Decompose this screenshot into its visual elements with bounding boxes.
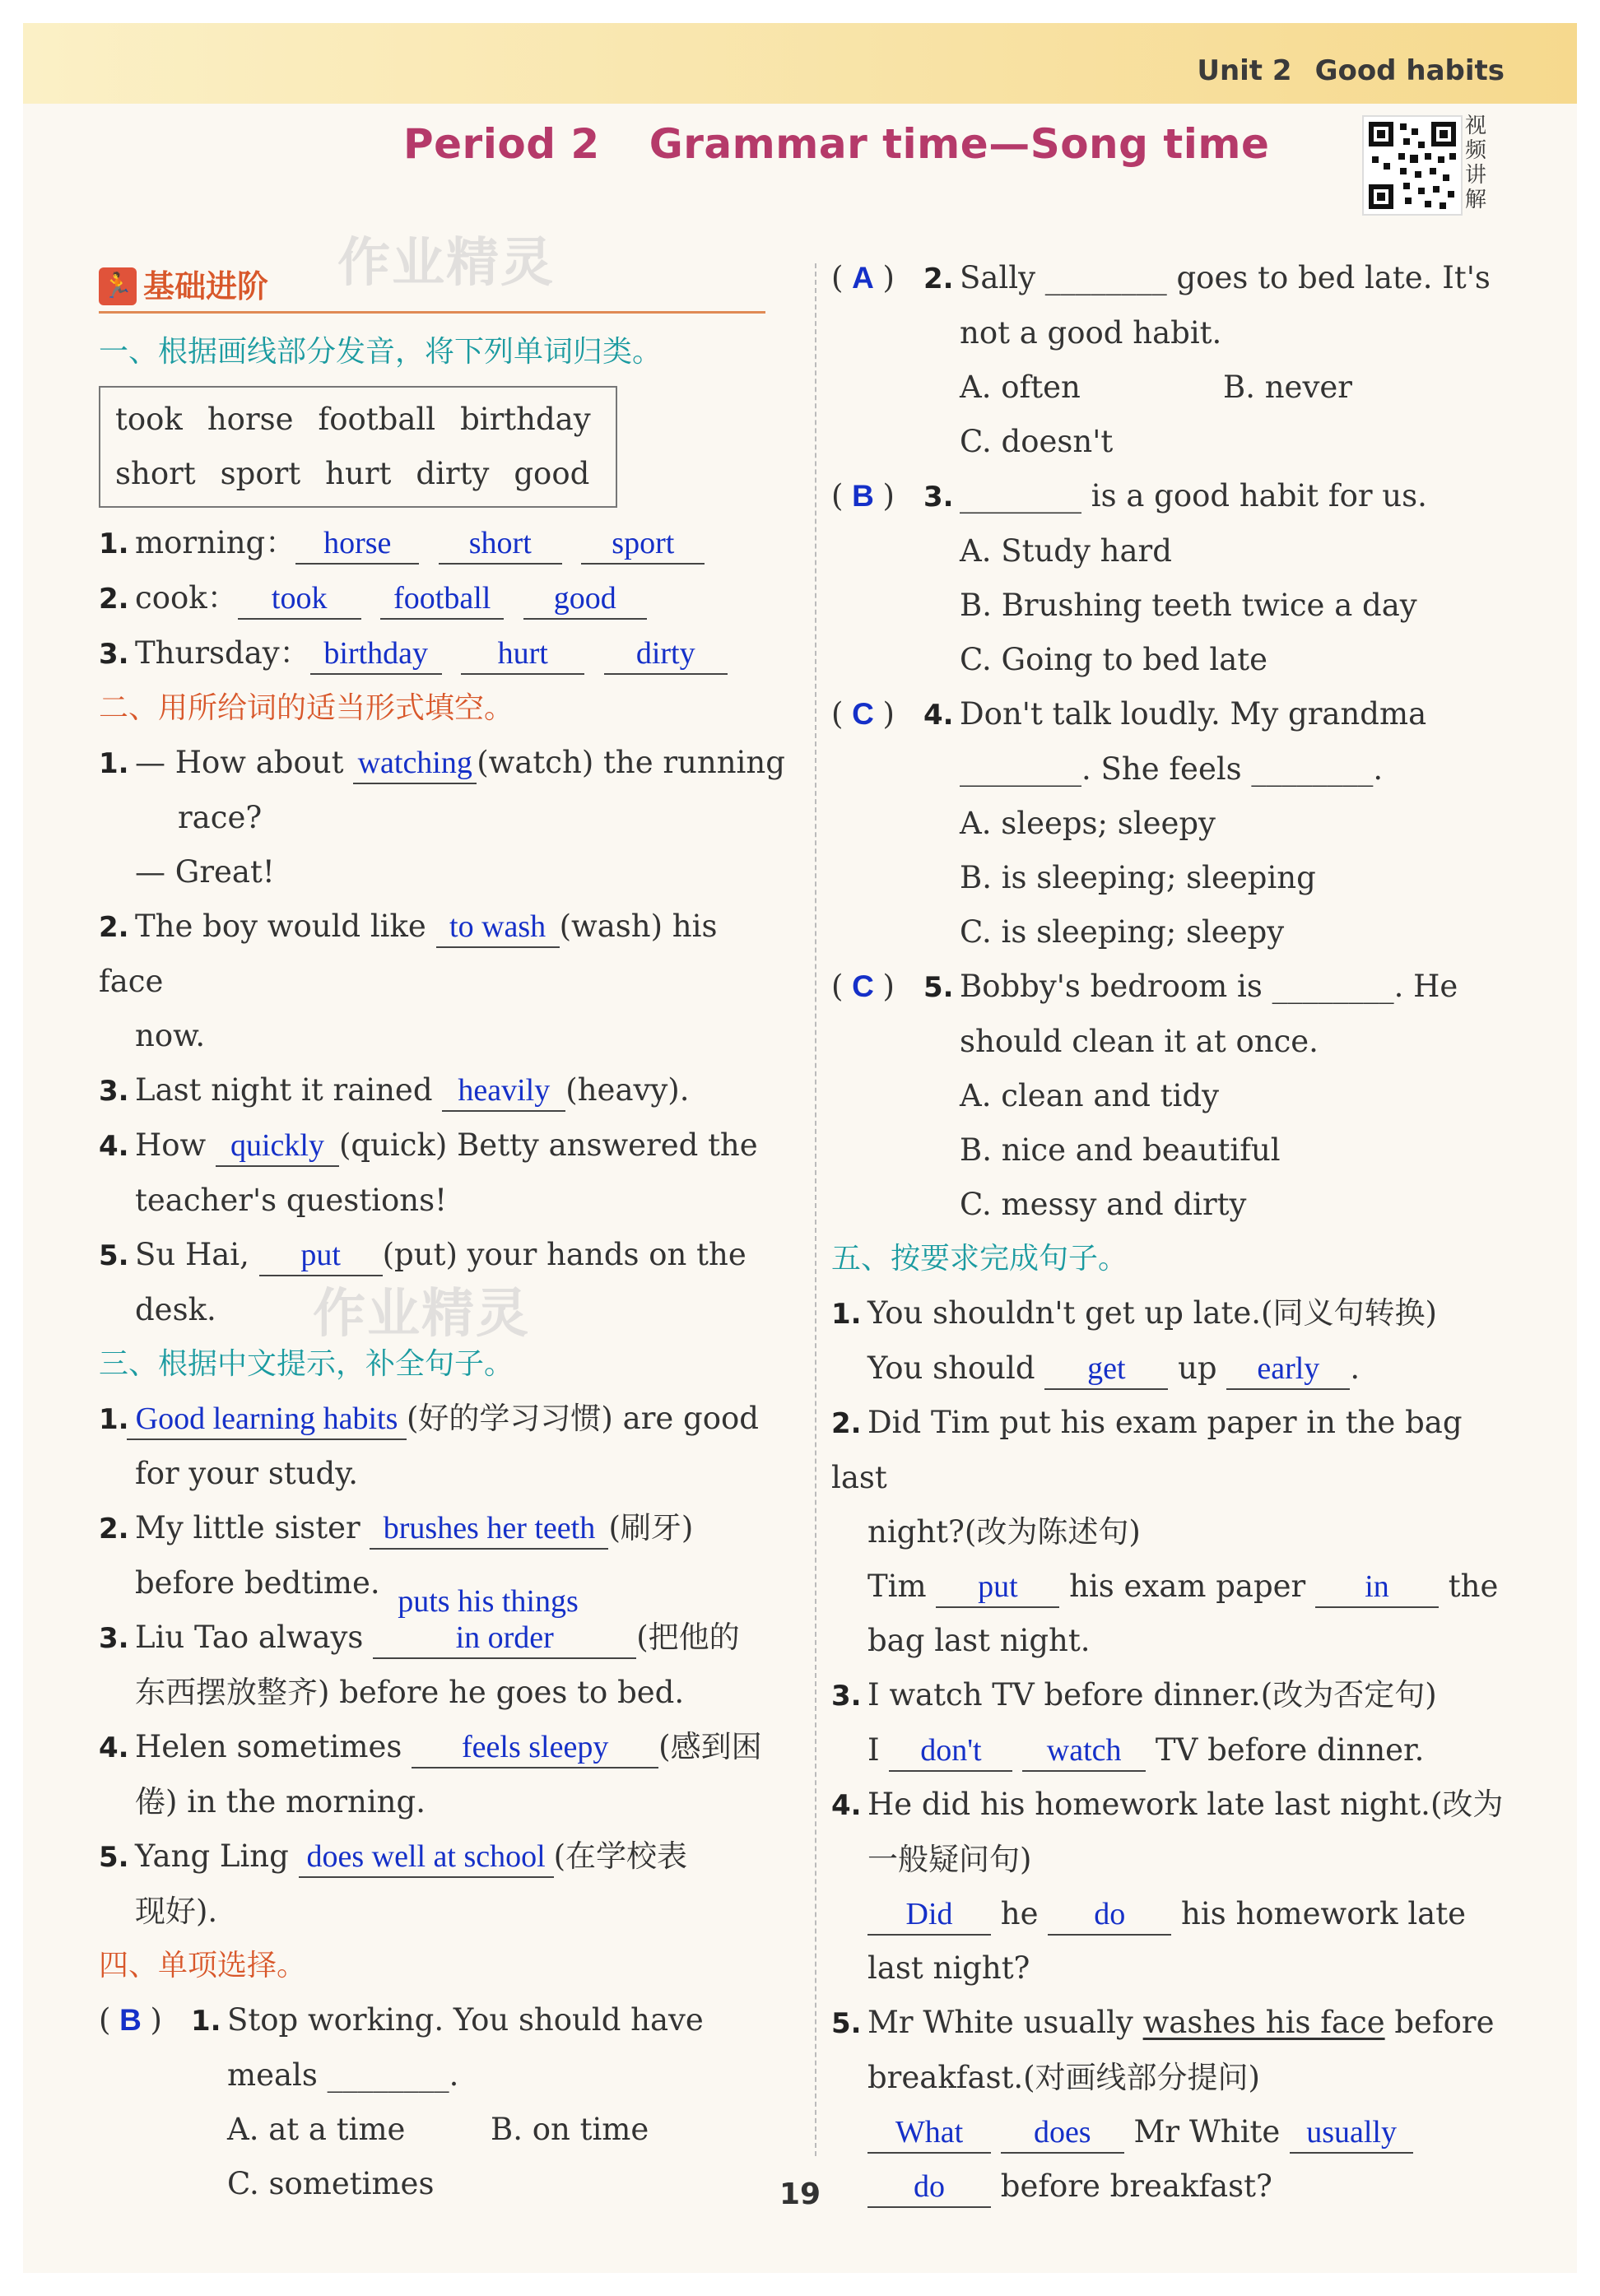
answer-blank[interactable]: Good learning habits [127,1399,407,1440]
answer-blank[interactable]: early [1226,1349,1350,1390]
answer-blank[interactable]: put [259,1235,383,1276]
page-number: 19 [779,2177,821,2211]
answer-blank[interactable]: feels sleepy [412,1727,658,1768]
qr-label: 视频讲解 [1465,114,1487,212]
s3-q2: 2. My little sister brushes her teeth (刷牙) [99,1501,790,1556]
s2-q2: 2. The boy would like to wash (wash) his face [99,909,718,999]
s5-q2: 2. Did Tim put his exam paper in the bag last [831,1405,1463,1495]
answer-blank[interactable]: do [867,2167,991,2208]
answer-blank[interactable]: usually [1290,2112,1413,2154]
left-column: 🏃 基础进阶 一、根据画线部分发音，将下列单词归类。 took horse football birthday short sport hurt dirty good 1. morning： horse short sport 2. cook： took football good 3. Thursday： birthday hurt dirty 二、用所给词的适当形式填空。 1. — How about watching (watch) the running race? — Great! 2. The boy would like to wash (wash) his face now. 3. Last night it rained heavily (heavy). 4. How quickly (quick) Betty answered the teacher's questions! 5. Su Hai, put (put) your hands on the desk. 三、根据中文提示，补全句子。 1. Good learning habits (好的学习习惯) are good for your study. 2. My little sister brushes her teeth (刷牙) before bedtime. 3. Liu Tao always puts his things in order (把他的 东西摆放整齐) before he goes to bed. 4. Helen sometimes feels sleepy (感到困 倦) in the morning. 5. Yang Ling does well at school (在学校表 现好). 四、单项选择。 ( B ) 1. Stop working. You should have meals ________. A. at a time B. on time C. sometimes [99,262,790,2211]
section-3-heading: 三、根据中文提示，补全句子。 [99,1347,514,1381]
s2-q5: 5. Su Hai, put (put) your hands on the [99,1228,790,1283]
answer-blank[interactable]: heavily [442,1071,565,1112]
answer-blank[interactable]: put [936,1567,1059,1608]
answer-blank[interactable]: watching [353,743,477,784]
section-2-heading: 二、用所给词的适当形式填空。 [99,691,514,725]
column-divider [815,263,816,2156]
answer-blank[interactable]: watch [1022,1731,1146,1772]
right-column: ( A ) 2. Sally ________ goes to bed late. It's not a good habit. A. often B. never C. doesn't ( B ) 3. ________ is a good habit for us. A. Study hard B. Brushing teeth twice a day C. Going to bed late ( C ) 4. Don't talk loudly. My grandma ________. She feels ________. A. sleeps; sleepy B. is sleeping; sleeping C. is sleeping; sleepy ( C ) 5. Bobby's bedroom is ________. He should clean it at once. A. clean and tidy B. nice and beautiful C. messy and dirty 五、按要求完成句子。 1. You shouldn't get up late.(同义句转换) You should get up early . 2. Did Tim put his exam paper in the bag last night?(改为陈述句) Tim put his exam paper in the bag last night. 3. I watch TV before dinner.(改为否定句) I don't watch TV before dinner. 4. He did his homework late last night.(改为 一般疑问句) Did he do his homework late last night? 5. Mr White usually washes his face before breakfast.(对画线部分提问) What does Mr White usually do before breakfast? [831,251,1514,2214]
answer-blank[interactable]: good [523,579,647,620]
s4-q3: ( B ) 3. ________ is a good habit for us. [831,478,1427,514]
answer-blank[interactable]: to wash [436,907,560,948]
s5-q4: 4. He did his homework late last night.(改为 [831,1787,1504,1822]
section-1-heading: 一、根据画线部分发音，将下列单词归类。 [99,335,663,369]
s2-q1: 1. — How about watching (watch) the running [99,736,790,791]
s4-q1: ( B ) 1. Stop working. You should have [99,2002,704,2038]
answer-blank[interactable]: birthday [310,634,442,675]
answer-blank[interactable]: does well at school [299,1837,554,1878]
word-box: took horse football birthday short sport hurt dirty good [99,386,617,508]
answer-blank[interactable]: dirty [604,634,728,675]
answer-blank[interactable]: quickly [216,1126,339,1167]
answer-blank[interactable]: football [380,579,504,620]
section-5-heading: 五、按要求完成句子。 [831,1242,1128,1276]
s3-q1: 1. Good learning habits (好的学习习惯) are good [99,1392,790,1447]
answer-blank[interactable]: puts his things in order [373,1618,636,1659]
s5-q1: 1. You shouldn't get up late.(同义句转换) [831,1295,1437,1331]
s5-q3: 3. I watch TV before dinner.(改为否定句) [831,1677,1437,1713]
s1-item-2: 2. cook： took football good [99,571,790,626]
answer-blank[interactable]: do [1048,1894,1171,1936]
answer-blank[interactable]: What [867,2112,991,2154]
answer-blank[interactable]: horse [295,523,419,565]
watermark: 作业精灵 [313,1284,530,1345]
s3-q3: 3. Liu Tao always puts his things in order (把他的 [99,1610,790,1666]
s4-q4: ( C ) 4. Don't talk loudly. My grandma [831,696,1427,732]
s1-item-1: 1. morning： horse short sport [99,516,790,571]
answer-blank[interactable]: don't [889,1731,1012,1772]
s3-q4: 4. Helen sometimes feels sleepy (感到困 [99,1720,790,1775]
s2-q4: 4. How quickly (quick) Betty answered the [99,1118,790,1174]
s4-q5: ( C ) 5. Bobby's bedroom is ________. He [831,969,1458,1004]
section-4-heading: 四、单项选择。 [99,1949,307,1982]
answer-blank[interactable]: brushes her teeth [370,1508,608,1550]
s4-q2: ( A ) 2. Sally ________ goes to bed late. It's [831,260,1491,295]
s2-q3: 3. Last night it rained heavily (heavy). [99,1063,790,1118]
answer-blank[interactable]: get [1044,1349,1168,1390]
answer-blank[interactable]: took [238,579,361,620]
runner-icon: 🏃 [99,267,137,305]
answer-blank[interactable]: sport [581,523,705,565]
section-badge: 🏃 基础进阶 [99,262,765,314]
answer-blank[interactable]: Did [867,1894,991,1936]
unit-label: Unit 2 Good habits [1197,54,1505,87]
qr-code[interactable] [1362,115,1463,216]
watermark: 作业精灵 [337,233,555,294]
page-title: Period 2 Grammar time—Song time [403,120,1270,168]
s5-q5: 5. Mr White usually washes his face before [831,2005,1495,2040]
answer-blank[interactable]: hurt [461,634,584,675]
s3-q5: 5. Yang Ling does well at school (在学校表 [99,1829,790,1885]
answer-blank[interactable]: in [1315,1567,1439,1608]
answer-blank[interactable]: short [439,523,562,565]
header-bar [23,23,1577,104]
s1-item-3: 3. Thursday： birthday hurt dirty [99,626,790,681]
answer-blank[interactable]: does [1001,2112,1124,2154]
